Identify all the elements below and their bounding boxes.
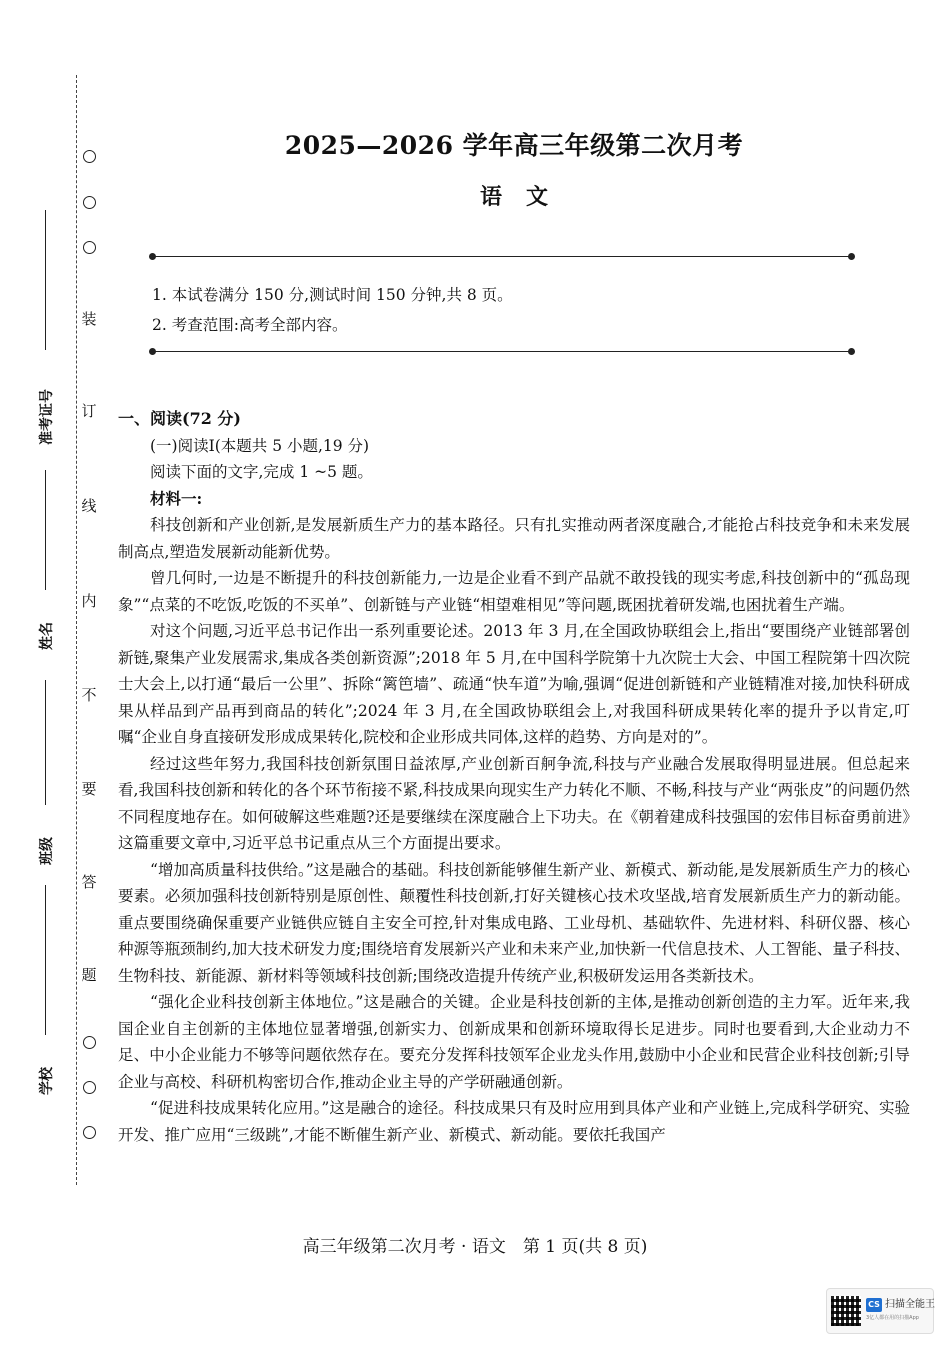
paragraph: 曾几何时,一边是不断提升的科技创新能力,一边是企业看不到产品就不敢投钱的现实考虑,科技创新中的“孤岛现象”“点菜的不吃饭,吃饭的不买单”、创新链与产业链“相望难相见”等问题,既困扰着研发端,也困扰着生产端。	[118, 569, 910, 614]
exam-number-field[interactable]	[36, 210, 56, 450]
paragraph: 对这个问题,习近平总书记作出一系列重要论述。2013 年 3 月,在全国政协联组会上,指出“要围绕产业链部署创新链,聚集产业发展需求,集成各类创新资源”;2018 年 5 月,在中国科学院第十九次院士大会、中国工程院第十四次院士大会上,以打通“最后一公里”、拆除“篱笆墙”、疏通“快车道”为喻,强调“促进创新链和产业链精准对接,加快科研成果从样品到产品再到商品的转化”;2024 年 3 月,在全国政协联组会上,对我国科研成果转化率的提升予以肯定,叮嘱“企业自身直接研发形成成果转化,院校和企业形成共同体,这样的趋势、方向是对的”。	[118, 622, 910, 746]
instruction: 阅读下面的文字,完成 1 ~5 题。	[150, 463, 373, 481]
section-heading: 一、阅读(72 分)	[118, 409, 241, 428]
reading-section	[118, 406, 910, 1148]
top-rule	[152, 256, 852, 257]
binding-circle-3	[80, 238, 98, 257]
scanner-watermark	[826, 1288, 934, 1334]
exam-notes	[152, 280, 513, 340]
school-field[interactable]	[36, 885, 56, 1105]
subsection-heading: (一)阅读Ⅰ(本题共 5 小题,19 分)	[150, 436, 370, 455]
binding-char-ti: 题	[81, 966, 97, 984]
binding-char-xian: 线	[81, 497, 97, 515]
paragraph: 科技创新和产业创新,是发展新质生产力的基本路径。只有扎实推动两者深度融合,才能抢占科技竞争和未来发展制高点,塑造发展新动能新优势。	[118, 516, 910, 561]
school-label: 学校	[39, 1067, 55, 1095]
binding-char-ding: 订	[81, 402, 97, 420]
paragraph: “强化企业科技创新主体地位。”这是融合的关键。企业是科技创新的主体,是推动创新创造的主力军。近年来,我国企业自主创新的主体地位显著增强,创新实力、创新成果和创新环境取得长足进步。同时也要看到,大企业动力不足、中小企业能力不够等问题依然存在。要充分发挥科技领军企业龙头作用,鼓励中小企业和民营企业科技创新;引导企业与高校、科研机构密切合作,推动企业主导的产学研融通创新。	[118, 993, 910, 1091]
note-1: 1. 本试卷满分 150 分,测试时间 150 分钟,共 8 页。	[152, 286, 513, 304]
binding-char-yao: 要	[81, 780, 97, 798]
binding-char-bu: 不	[81, 686, 97, 704]
binding-char-nei: 内	[81, 592, 97, 610]
qr-code-icon	[831, 1296, 861, 1326]
binding-dashed-line	[76, 75, 77, 1185]
binding-circle-4	[80, 1033, 98, 1052]
class-field[interactable]	[36, 680, 56, 865]
binding-char-zhuang: 装	[81, 310, 97, 328]
watermark-tagline: 3亿人都在用的扫描App	[866, 1315, 919, 1321]
note-2: 2. 考查范围:高考全部内容。	[152, 316, 348, 334]
exam-number-line[interactable]	[45, 210, 46, 350]
binding-circle-5	[80, 1078, 98, 1097]
name-field[interactable]	[36, 470, 56, 650]
paragraph: 经过这些年努力,我国科技创新氛围日益浓厚,产业创新百舸争流,科技与产业融合发展取得明显进展。但总起来看,我国科技创新和转化的各个环节衔接不紧,科技成果向现实生产力转化不顺、不畅,科技与产业“两张皮”的问题仍然不同程度地存在。如何破解这些难题?还是要继续在深度融合上下功夫。在《朝着建成科技强国的宏伟目标奋勇前进》这篇重要文章中,习近平总书记重点从三个方面提出要求。	[118, 754, 910, 852]
exam-subject: 语文	[479, 184, 572, 210]
paragraph: “增加高质量科技供给。”这是融合的基础。科技创新能够催生新产业、新模式、新动能,是发展新质生产力的核心要素。必须加强科技创新特别是原创性、颠覆性科技创新,打好关键核心技术攻坚战,培育发展新质生产力的新动能。重点要围绕确保重要产业链供应链自主安全可控,针对集成电路、工业母机、基础软件、先进材料、科研仪器、核心种源等瓶颈制约,加大技术研发力度;围绕培育发展新兴产业和未来产业,加快新一代信息技术、人工智能、量子科技、生物科技、新能源、新材料等领域科技创新;围绕改造提升传统产业,积极研发运用各类新技术。	[118, 860, 910, 985]
bottom-rule	[152, 351, 852, 352]
binding-circle-6	[80, 1123, 98, 1142]
name-label: 姓名	[39, 622, 55, 650]
binding-char-da: 答	[81, 873, 97, 891]
class-line[interactable]	[45, 680, 46, 805]
camscanner-logo-icon: CS	[866, 1298, 882, 1312]
paragraph: “促进科技成果转化应用。”这是融合的途径。科技成果只有及时应用到具体产业和产业链上,完成科学研究、实验开发、推广应用“三级跳”,才能不断催生新产业、新模式、新动能。要依托我国产	[118, 1099, 910, 1144]
exam-number-label: 准考证号	[39, 389, 55, 445]
class-label: 班级	[39, 837, 55, 865]
material-label: 材料一:	[150, 488, 203, 508]
school-line[interactable]	[45, 885, 46, 1035]
name-line[interactable]	[45, 470, 46, 590]
exam-title: 2025—2026 学年高三年级第二次月考	[284, 131, 744, 160]
watermark-app-name: 扫描全能王	[885, 1299, 935, 1310]
page-footer: 高三年级第二次月考 · 语文 第 1 页(共 8 页)	[302, 1237, 648, 1257]
binding-circle-1	[80, 147, 98, 166]
binding-circle-2	[80, 193, 98, 212]
